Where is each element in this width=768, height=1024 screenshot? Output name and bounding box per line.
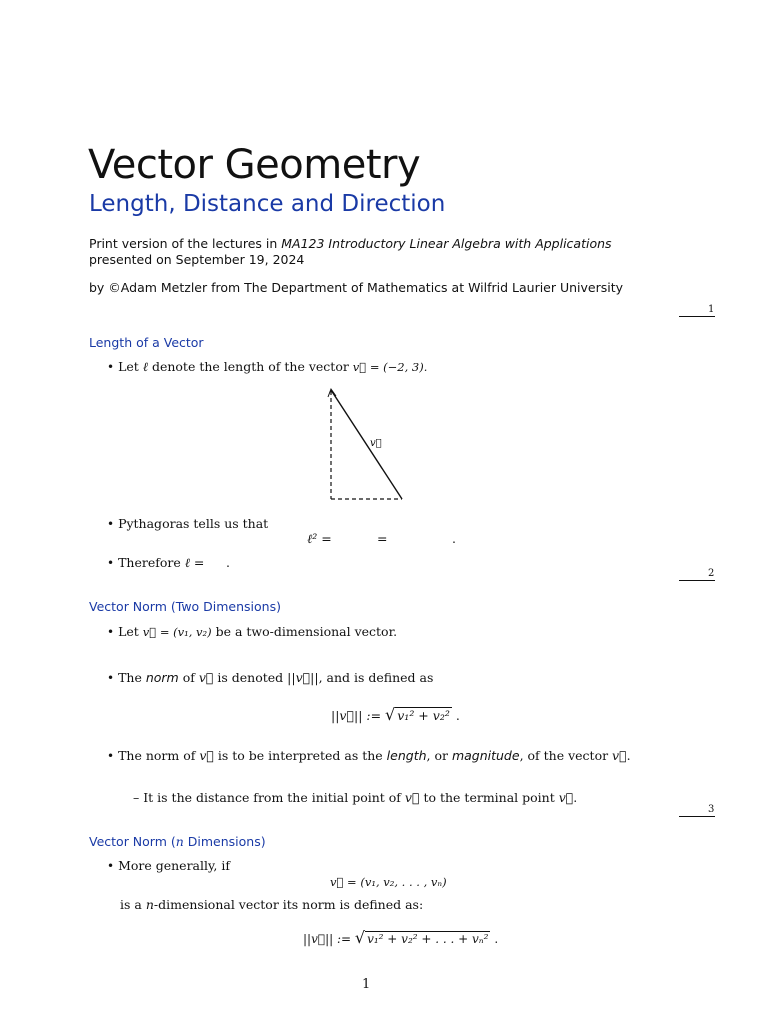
heading-text: Vector Norm ( [89,834,176,849]
text: denote the length of the vector [147,359,353,374]
text: The [118,670,146,685]
text: of [178,670,199,685]
slide-number: 2 [708,568,715,579]
math: v⃗ [404,790,420,805]
bullet-item [107,624,397,639]
formula-end: . [455,708,460,723]
text: Pythagoras tells us that [118,516,269,531]
text: -dimensional vector its norm is defined as: [153,897,424,912]
heading-text: Dimensions) [183,834,266,849]
math: n [145,897,154,912]
slide-number: 1 [708,304,715,315]
math: n [175,834,184,849]
document-subtitle: Length, Distance and Direction [89,191,446,217]
text: It is the distance from the initial point of [143,790,405,805]
text: is denoted [213,670,288,685]
formula-lhs: ||v⃗|| := [331,708,386,723]
bullet-continuation [120,897,423,912]
math: v⃗ = (v₁, v₂) [142,625,212,639]
text: More generally, if [118,858,230,873]
text: , or [426,748,452,763]
bullet-icon: • [107,625,115,639]
slide-separator [679,816,715,817]
formula-lhs: ||v⃗|| := [303,932,355,946]
bullet-icon: • [107,859,115,873]
text: is a [120,897,146,912]
math: v⃗ [612,748,627,763]
bullet-item [107,555,204,571]
slide-heading [89,834,266,849]
bullet-item [107,670,433,685]
sqrt-icon: √ [385,705,396,724]
math: v⃗ [558,790,574,805]
text: , of the vector [519,748,613,763]
equation-part: . [452,531,456,546]
slide-heading: Vector Norm (Two Dimensions) [89,599,281,614]
print-prefix: Print version of the lectures in [89,236,282,251]
vector-label: v⃗ [370,438,382,449]
course-name: MA123 Introductory Linear Algebra with Applications [281,236,612,251]
math: v⃗ [199,748,214,763]
equation-part: = [377,531,388,546]
norm-formula [331,705,460,724]
emphasis: norm [145,670,179,685]
text: to the terminal point [419,790,559,805]
equation-part: ℓ² = [307,531,332,546]
bullet-icon: • [107,556,115,570]
presented-date: presented on September 19, 2024 [89,252,305,267]
slide-separator [679,316,715,317]
slide-heading: Length of a Vector [89,335,204,350]
slide-number: 3 [708,804,715,815]
text: is to be interpreted as the [213,748,387,763]
formula-end: . [494,932,499,946]
formula-radicand: v₁² + v₂² + . . . + vₙ² [367,932,489,946]
slide-separator [679,580,715,581]
text: Let [118,624,143,639]
text: . [573,790,578,805]
math: v⃗ [198,670,214,685]
document-title: Vector Geometry [88,142,421,188]
math: ||v⃗|| [287,670,319,685]
bullet-item [107,858,230,873]
bullet-icon: • [107,517,115,531]
emphasis: magnitude [451,748,520,763]
sub-bullet-item [133,790,577,805]
text: . [626,748,631,763]
bullet-item [107,359,427,375]
sqrt-icon: √ [354,928,366,947]
bullet-icon: • [107,360,115,374]
vector-arrow [331,390,402,499]
print-version-line [89,236,612,251]
equation-part: . [226,555,230,570]
bullet-icon: • [107,671,115,685]
text: Therefore [118,555,185,570]
formula-radicand: v₁² + v₂² [397,708,450,723]
math: ℓ [142,359,148,374]
author-line: by ©Adam Metzler from The Department of Mathematics at Wilfrid Laurier University [89,280,624,295]
text: be a two-dimensional vector. [211,624,398,639]
text: Let [118,359,143,374]
text: The norm of [118,748,200,763]
dash-icon: – [133,790,140,805]
math: v⃗ = (−2, 3). [352,360,428,374]
text: , and is defined as [318,670,434,685]
vector-diagram [322,385,412,510]
emphasis: length [386,748,427,763]
bullet-item [107,748,631,763]
bullet-item [107,516,268,531]
bullet-icon: • [107,749,115,763]
norm-formula [303,928,498,947]
vector-definition: v⃗ = (v₁, v₂, . . . , vₙ) [330,875,447,889]
math: ℓ = [184,555,205,570]
page-number: 1 [362,977,371,992]
